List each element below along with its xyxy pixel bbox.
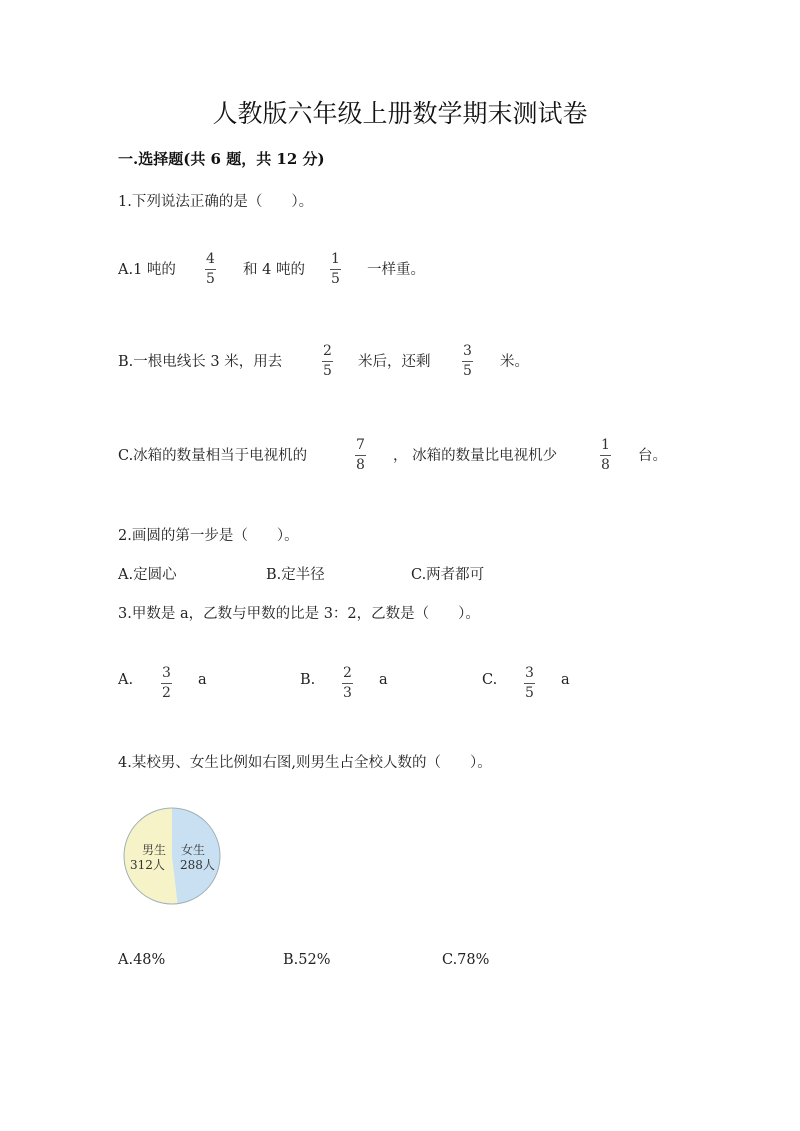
section-heading: 一.选择题(共 6 题，共 12 分) [118, 150, 325, 168]
page-title: 人教版六年级上册数学期末测试卷 [212, 99, 588, 128]
numerator: 1 [601, 437, 610, 453]
q3-option-b-variable: a [379, 672, 388, 688]
q3-option-a-variable: a [198, 672, 207, 688]
denominator: 3 [343, 685, 352, 701]
q1-option-c-fraction-1 [355, 437, 366, 473]
numerator: 2 [323, 343, 332, 359]
question-2-stem: 2.画圆的第一步是（ ）。 [118, 528, 299, 544]
q3-option-a-label: A. [118, 672, 134, 688]
q1-option-c-suffix: 台。 [638, 448, 667, 464]
question-4-stem: 4.某校男、女生比例如右图,则男生占全校人数的（ ）。 [118, 755, 492, 771]
q1-option-b-fraction-2 [462, 343, 473, 379]
numerator: 3 [525, 665, 534, 681]
q3-option-b-label: B. [300, 672, 316, 688]
q4-option-b: B.52% [283, 952, 331, 968]
denominator: 5 [463, 363, 472, 379]
numerator: 7 [356, 437, 365, 453]
q2-option-a: A.定圆心 [118, 567, 177, 583]
q1-option-a-fraction-1 [205, 251, 216, 287]
question-1-stem: 1.下列说法正确的是（ ）。 [118, 194, 314, 210]
denominator: 8 [356, 457, 365, 473]
numerator: 3 [162, 665, 171, 681]
numerator: 3 [463, 343, 472, 359]
pie-label-boys: 男生 [142, 843, 167, 857]
q1-option-c-fraction-2 [600, 437, 611, 473]
q3-option-b-fraction [342, 665, 353, 701]
q4-option-c: C.78% [442, 952, 490, 968]
denominator: 5 [206, 271, 215, 287]
q2-option-b: B.定半径 [266, 567, 325, 583]
q1-option-b-prefix: B.一根电线长 3 米，用去 [118, 354, 283, 370]
q1-option-b-fraction-1 [322, 343, 333, 379]
numerator: 1 [331, 251, 340, 267]
q1-option-a-fraction-2 [330, 251, 341, 287]
pie-chart-svg [122, 806, 222, 906]
q3-option-a-fraction [161, 665, 172, 701]
pie-value-girls: 288人 [180, 858, 215, 872]
numerator: 2 [343, 665, 352, 681]
q1-option-b-middle: 米后，还剩 [358, 354, 431, 370]
q1-option-a-suffix: 一样重。 [367, 262, 425, 278]
q1-option-c-middle: ， 冰箱的数量比电视机少 [393, 448, 558, 464]
denominator: 5 [525, 685, 534, 701]
q2-option-c: C.两者都可 [411, 567, 485, 583]
q3-option-c-fraction [524, 665, 535, 701]
q1-option-a-middle: 和 4 吨的 [243, 262, 305, 278]
denominator: 2 [162, 685, 171, 701]
numerator: 4 [206, 251, 215, 267]
q4-option-a: A.48% [118, 952, 166, 968]
denominator: 5 [323, 363, 332, 379]
q1-option-c-prefix: C.冰箱的数量相当于电视机的 [118, 448, 308, 464]
q1-option-a-prefix: A.1 吨的 [118, 262, 176, 278]
gender-ratio-pie-chart [122, 806, 222, 906]
q3-option-c-variable: a [561, 672, 570, 688]
q3-option-c-label: C. [482, 672, 498, 688]
denominator: 5 [331, 271, 340, 287]
question-3-stem: 3.甲数是 a，乙数与甲数的比是 3：2，乙数是（ ）。 [118, 606, 480, 622]
denominator: 8 [601, 457, 610, 473]
q1-option-b-suffix: 米。 [500, 354, 529, 370]
pie-label-girls: 女生 [181, 843, 206, 857]
pie-value-boys: 312人 [130, 858, 165, 872]
